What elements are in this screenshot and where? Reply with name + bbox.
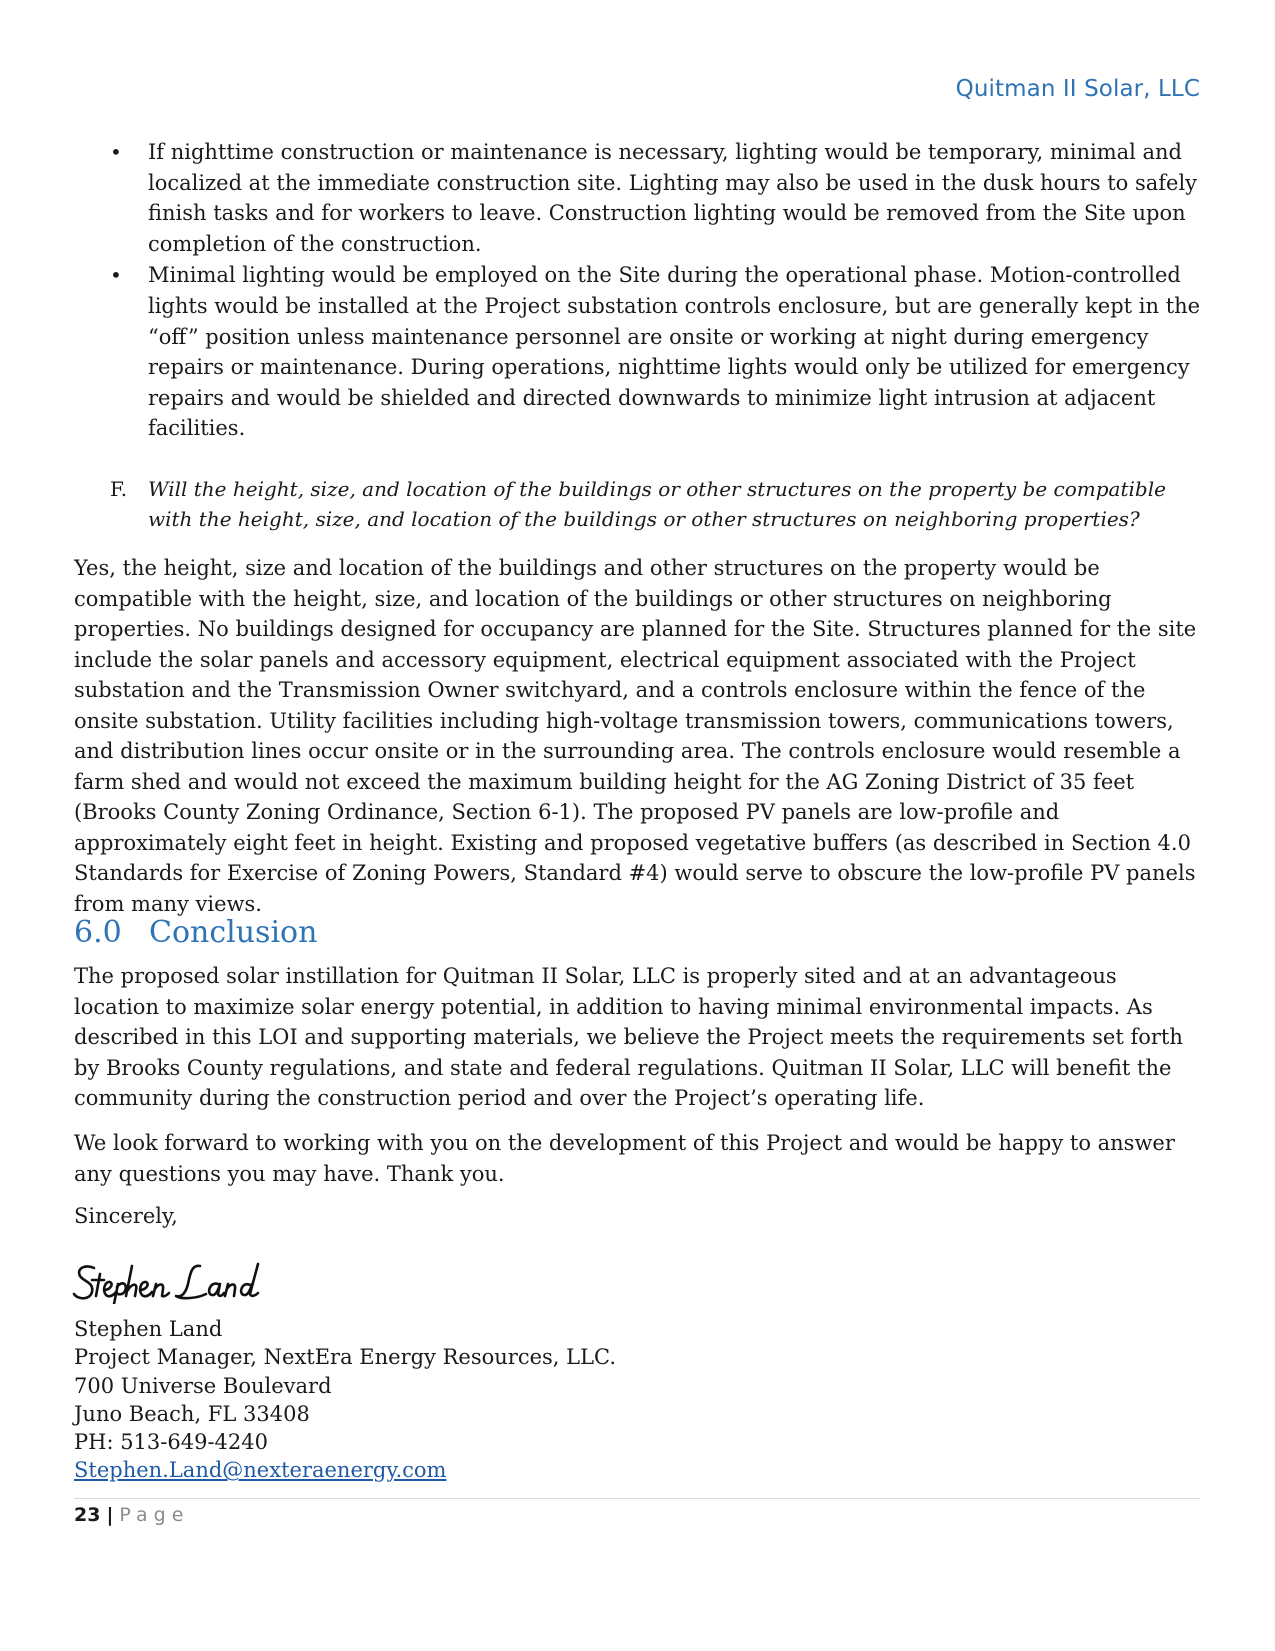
bullet-text: Minimal lighting would be employed on the Site during the operational phase. Motion-controlled lights would be installed at the Project substation controls enclosure, but are generally kept in the “off” position unless maintenance personnel are onsite or working at night during emergency repairs or maintenance. During operations, nighttime lights would only be utilized for emergency repairs and would be shielded and directed downwards to minimize light intrusion at adjacent facilities. — [148, 263, 1201, 441]
bullet-item — [110, 260, 1208, 444]
header-company-name: Quitman II Solar, LLC — [955, 76, 1200, 102]
bullet-item — [110, 137, 1208, 259]
question-text: Will the height, size, and location of the buildings or other structures on the property be compatible with the height, size, and location of the buildings or other structures on neighboring properties? — [148, 477, 1166, 531]
section-title: Conclusion — [149, 915, 318, 950]
closing-paragraph: We look forward to working with you on the development of this Project and would be happy to answer any questions you may have. Thank you. — [74, 1131, 1175, 1186]
question-letter: F. — [110, 477, 128, 501]
answer-paragraph: Yes, the height, size and location of the buildings and other structures on the property would be compatible with the height, size, and location of the buildings or other structures on neighboring properties. No buildings designed for occupancy are planned for the Site. Structures planned for the site include the solar panels and accessory equipment, electrical equipment associated with the Project substation and the Transmission Owner switchyard, and a controls enclosure within the fence of the onsite substation. Utility facilities including high-voltage transmission towers, communications towers, and distribution lines occur onsite or in the surrounding area. The controls enclosure would resemble a farm shed and would not exceed the maximum building height for the AG Zoning District of 35 feet (Brooks County Zoning Ordinance, Section 6-1). The proposed PV panels are low-profile and approximately eight feet in height. Existing and proposed vegetative buffers (as described in Section 4.0 Standards for Exercise of Zoning Powers, Standard #4) would serve to obscure the low-profile PV panels from many views. — [74, 556, 1197, 916]
footer-divider — [74, 1498, 1200, 1499]
section-number: 6.0 — [74, 915, 122, 950]
bullet-icon: • — [110, 140, 122, 164]
contact-address-line2: Juno Beach, FL 33408 — [74, 1401, 310, 1426]
bullet-text: If nighttime construction or maintenance is necessary, lighting would be temporary, minimal and localized at the immediate construction site. Lighting may also be used in the dusk hours to safely finish tasks and for workers to leave. Construction lighting would be removed from the Site upon completion of the construction. — [148, 140, 1198, 256]
bullet-list — [110, 137, 1208, 445]
bullet-icon: • — [110, 263, 122, 288]
page-footer — [74, 1504, 189, 1526]
contact-email-link[interactable]: Stephen.Land@nexteraenergy.com — [74, 1458, 447, 1483]
section-heading — [74, 915, 317, 950]
page-label: Page — [119, 1504, 190, 1526]
contact-title: Project Manager, NextEra Energy Resources, LLC. — [74, 1345, 617, 1370]
question-block — [110, 474, 1210, 534]
contact-phone: PH: 513-649-4240 — [74, 1430, 268, 1455]
contact-name: Stephen Land — [74, 1317, 223, 1341]
conclusion-paragraph: The proposed solar instillation for Quitman II Solar, LLC is properly sited and at an advantageous location to maximize solar energy potential, in addition to having minimal environmental impacts. As described in this LOI and supporting materials, we believe the Project meets the requirements set forth by Brooks County regulations, and state and federal regulations. Quitman II Solar, LLC will benefit the community during the construction period and over the Project’s operating life. — [74, 964, 1183, 1110]
handwritten-signature — [72, 1260, 272, 1304]
closing-salutation: Sincerely, — [74, 1204, 178, 1228]
contact-address-line1: 700 Universe Boulevard — [74, 1373, 332, 1398]
contact-block — [74, 1315, 616, 1485]
page-number: 23 — [74, 1504, 101, 1526]
footer-separator: | — [106, 1504, 114, 1526]
